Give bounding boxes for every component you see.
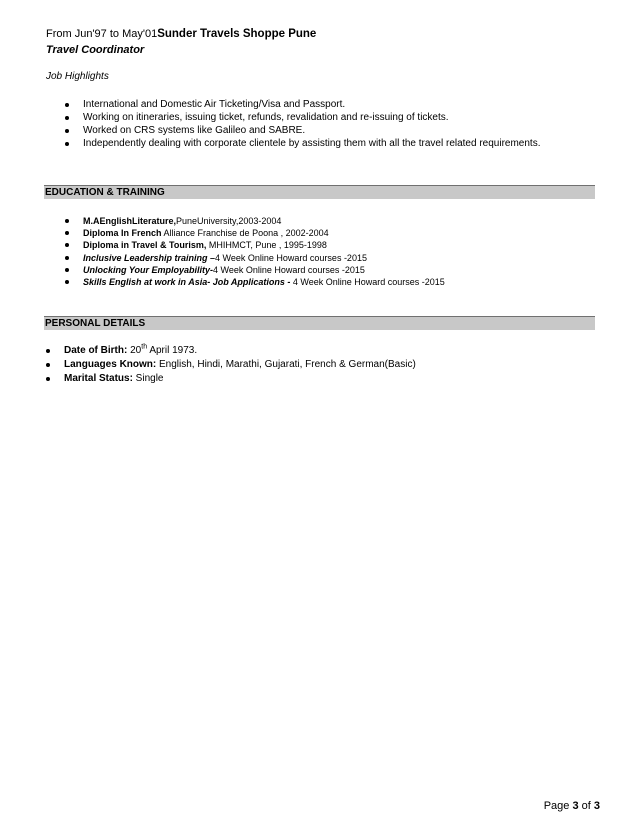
list-item: Marital Status: Single [64, 372, 416, 386]
list-item: Worked on CRS systems like Galileo and SABRE. [83, 124, 540, 137]
list-item: Languages Known: English, Hindi, Marathi, Gujarati, French & German(Basic) [64, 359, 416, 370]
personal-details-list [64, 344, 416, 386]
job-period-line [46, 28, 316, 40]
list-item: International and Domestic Air Ticketing/Visa and Passport. [83, 98, 540, 111]
list-item: Skills English at work in Asia- Job Applications - 4 Week Online Howard courses -2015 [83, 276, 445, 287]
education-list [83, 215, 445, 288]
marital-label: Marital Status: [64, 373, 133, 384]
list-item: Date of Birth: 20th April 1973. [64, 344, 416, 358]
list-item: Diploma in Travel & Tourism, MHIHMCT, Pune , 1995-1998 [83, 239, 445, 251]
languages-label: Languages Known: [64, 359, 157, 370]
education-section-header [44, 185, 595, 199]
list-item: Diploma In French Alliance Franchise de Poona , 2002-2004 [83, 227, 445, 239]
page-number: Page 3 of 3 [543, 800, 600, 812]
list-item: Inclusive Leadership training –4 Week Online Howard courses -2015 [83, 252, 445, 264]
dob-label: Date of Birth: [64, 345, 128, 356]
job-role: Travel Coordinator [46, 44, 145, 56]
list-item: M.AEnglishLiterature,PuneUniversity,2003-2004 [83, 215, 445, 227]
list-item: Working on itineraries, issuing ticket, refunds, revalidation and re-issuing of tickets. [83, 111, 540, 124]
list-item: Independently dealing with corporate clientele by assisting them with all the travel related requirements. [83, 138, 541, 149]
personal-heading: PERSONAL DETAILS [45, 318, 146, 329]
job-highlights-title: Job Highlights [46, 71, 109, 82]
education-heading: EDUCATION & TRAINING [45, 187, 165, 198]
company-name: Sunder Travels Shoppe Pune [157, 28, 317, 40]
personal-section-header [44, 316, 595, 330]
list-item: Unlocking Your Employability-4 Week Online Howard courses -2015 [83, 264, 445, 276]
job-period: From Jun'97 to May'01 [46, 28, 158, 40]
job-highlights-list [83, 98, 540, 150]
